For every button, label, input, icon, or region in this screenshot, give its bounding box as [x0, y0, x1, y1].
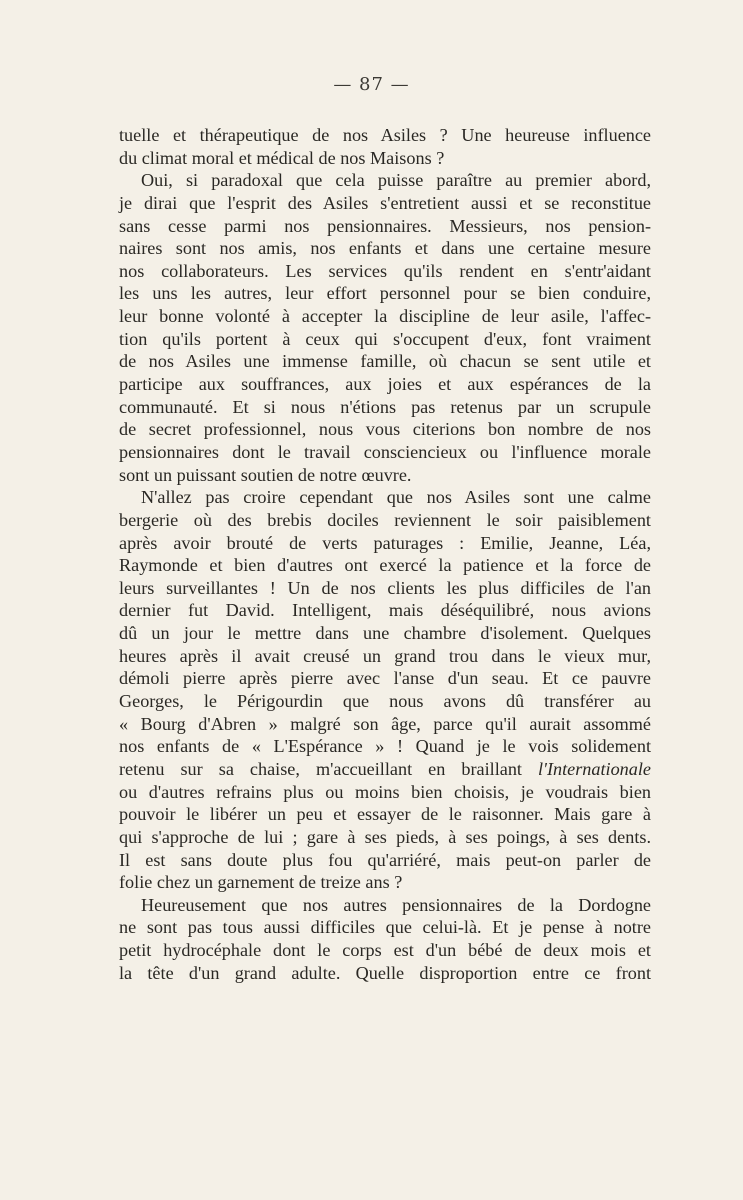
page-number: — 87 —: [333, 74, 410, 95]
italic-title: l'Internationale: [538, 758, 651, 779]
text-line: de secret professionnel, nous vous citerions bon nombre de nos: [119, 419, 651, 440]
text-line: pensionnaires dont le travail consciencieux ou l'influence morale: [119, 441, 651, 462]
text-line: Oui, si paradoxal que cela puisse paraître au premier abord,: [141, 170, 651, 191]
text-line: de nos Asiles une immense famille, où chacun se sent utile et: [119, 351, 651, 372]
text-line: les uns les autres, leur effort personnel pour se bien conduire,: [119, 283, 651, 304]
text-line: folie chez un garnement de treize ans ?: [119, 872, 403, 893]
text-line: sont un puissant soutien de notre œuvre.: [119, 464, 412, 485]
text-line: du climat moral et médical de nos Maisons ?: [119, 147, 445, 168]
text-line: Raymonde et bien d'autres ont exercé la patience et la force de: [119, 555, 651, 576]
text-line: je dirai que l'esprit des Asiles s'entretient aussi et se reconstitue: [119, 192, 651, 213]
text-line: dû un jour le mettre dans une chambre d'isolement. Quelques: [119, 623, 651, 644]
line-text-before: retenu sur sa chaise, m'accueillant en braillant: [119, 758, 538, 779]
text-line: petit hydrocéphale dont le corps est d'un bébé de deux mois et: [119, 940, 651, 961]
text-line: communauté. Et si nous n'étions pas retenus par un scrupule: [119, 396, 651, 417]
text-line: tuelle et thérapeutique de nos Asiles ? Une heureuse influence: [119, 125, 651, 145]
text-line: ou d'autres refrains plus ou moins bien choisis, je voudrais bien: [119, 781, 651, 802]
text-line: la tête d'un grand adulte. Quelle disproportion entre ce front: [119, 962, 651, 983]
text-line: Heureusement que nos autres pensionnaires de la Dordogne: [141, 894, 651, 915]
text-line: leur bonne volonté à accepter la discipline de leur asile, l'affec-: [119, 306, 651, 327]
body-text: [119, 124, 651, 984]
text-line: qui s'approche de lui ; gare à ses pieds, à ses poings, à ses dents.: [119, 826, 651, 847]
text-line: sans cesse parmi nos pensionnaires. Messieurs, nos pension-: [119, 215, 651, 236]
text-line: « Bourg d'Abren » malgré son âge, parce qu'il aurait assommé: [119, 713, 651, 734]
text-line: bergerie où des brebis dociles reviennent le soir paisiblement: [119, 509, 651, 530]
text-line: dernier fut David. Intelligent, mais déséquilibré, nous avions: [119, 600, 651, 621]
text-line: après avoir brouté de verts paturages : Emilie, Jeanne, Léa,: [119, 532, 651, 553]
text-line: leurs surveillantes ! Un de nos clients les plus difficiles de l'an: [119, 577, 651, 598]
text-line: Georges, le Périgourdin que nous avons dû transférer au: [119, 691, 651, 712]
text-line: démoli pierre après pierre avec l'anse d'un seau. Et ce pauvre: [119, 668, 651, 689]
text-line: nos enfants de « L'Espérance » ! Quand je le vois solidement: [119, 736, 651, 757]
text-line: tion qu'ils portent à ceux qui s'occupent d'eux, font vraiment: [119, 328, 651, 349]
text-line-with-italic: [119, 758, 651, 781]
text-line: pouvoir le libérer un peu et essayer de le raisonner. Mais gare à: [119, 804, 651, 825]
text-line: naires sont nos amis, nos enfants et dans une certaine mesure: [119, 238, 651, 259]
text-line: nos collaborateurs. Les services qu'ils rendent en s'entr'aidant: [119, 260, 651, 281]
text-line: participe aux souffrances, aux joies et aux espérances de la: [119, 374, 651, 395]
text-line: ne sont pas tous aussi difficiles que celui-là. Et je pense à notre: [119, 917, 651, 938]
text-line: Il est sans doute plus fou qu'arriéré, mais peut-on parler de: [119, 849, 651, 870]
text-line: N'allez pas croire cependant que nos Asiles sont une calme: [141, 487, 651, 508]
text-line: heures après il avait creusé un grand trou dans le vieux mur,: [119, 645, 651, 666]
